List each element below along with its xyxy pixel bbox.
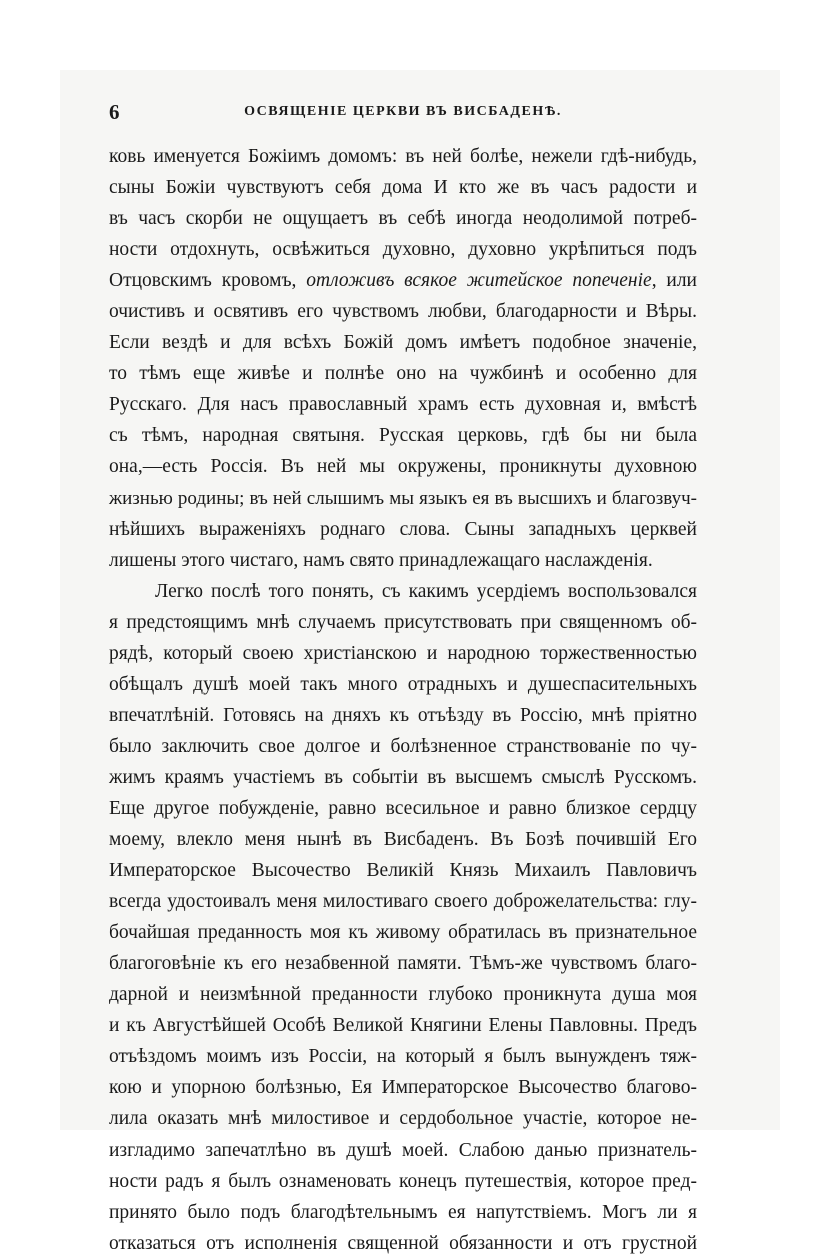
text-line: дарной и неизмѣнной преданности глубоко проникнута душа моя (109, 984, 697, 1006)
text-line: она,—есть Россія. Въ ней мы окружены, проникнуты духовною (109, 456, 697, 478)
text-line: и къ Августѣйшей Особѣ Великой Княгини Елены Павловны. Предъ (109, 1015, 697, 1037)
text-line: бочайшая преданность моя къ живому обратилась въ признательное (109, 922, 697, 944)
page-number: 6 (109, 100, 120, 124)
text-line: благоговѣніе къ его незабвенной памяти. Тѣмъ-же чувствомъ благо- (109, 953, 697, 975)
text-line: Императорское Высочество Великій Князь Михаилъ Павловичъ (109, 860, 697, 882)
text-line: съ тѣмъ, народная святыня. Русская церковь, гдѣ бы ни была (109, 425, 697, 447)
text-line: очистивъ и освятивъ его чувствомъ любви, благодарности и Вѣры. (109, 301, 697, 323)
italic-phrase: отложивъ всякое житейское попеченіе (306, 270, 652, 292)
text-line: кою и упорною болѣзнью, Ея Императорское Высочество благово- (109, 1077, 697, 1099)
text-segment: , или (651, 270, 697, 292)
text-line: ковь именуется Божіимъ домомъ: въ ней болѣе, нежели гдѣ-нибудь, (109, 146, 697, 167)
text-line: впечатлѣній. Готовясь на дняхъ къ отъѣзду въ Россію, мнѣ пріятно (109, 704, 697, 726)
text-line: отъѣздомъ моимъ изъ Россіи, на который я былъ вынужденъ тяж- (109, 1046, 697, 1068)
text-line: лишены этого чистаго, намъ свято принадлежащаго наслажденія. (109, 549, 653, 571)
text-line: обѣщалъ душѣ моей такъ много отрадныхъ и душеспасительныхъ (109, 673, 697, 695)
text-line: принято было подъ благодѣтельнымъ ея напутствіемъ. Могъ ли я (109, 1201, 697, 1223)
text-segment: Отцовскимъ кровомъ, (109, 270, 307, 292)
text-line: Еще другое побужденіе, равно всесильное и равно близкое сердцу (109, 797, 697, 819)
text-line: жизнью родины; въ ней слышимъ мы языкъ ея въ высшихъ и благозвуч- (109, 487, 697, 509)
text-line: Легко послѣ того понять, съ какимъ усердіемъ воспользовался (155, 580, 697, 602)
text-line: Русскаго. Для насъ православный храмъ есть духовная и, вмѣстѣ (109, 394, 697, 416)
running-title: ОСВЯЩЕНІЕ ЦЕРКВИ ВЪ ВИСБАДЕНѢ. (244, 104, 562, 119)
text-line: жимъ краямъ участіемъ въ событіи въ высшемъ смыслѣ Русскомъ. (109, 766, 697, 788)
text-line: нѣйшихъ выраженіяхъ роднаго слова. Сыны западныхъ церквей (109, 518, 697, 540)
text-line: лила оказать мнѣ милостивое и сердобольное участіе, которое не- (109, 1108, 697, 1130)
text-line: я предстоящимъ мнѣ случаемъ присутствовать при священномъ об- (109, 611, 697, 633)
text-line: ности отдохнуть, освѣжиться духовно, духовно укрѣпиться подъ (109, 239, 697, 261)
text-line: рядѣ, который своею христіанскою и народною торжественностью (109, 642, 697, 664)
text-line: отказаться отъ исполненія священной обязанности и отъ грустной (109, 1232, 697, 1254)
text-line: всегда удостоивалъ меня милостиваго своего доброжелательства: глу- (109, 891, 697, 913)
text-line: моему, влекло меня нынѣ въ Висбаденъ. Въ Бозѣ почившій Его (109, 829, 697, 851)
text-line: сыны Божіи чувствуютъ себя дома И кто же въ часъ радости и (109, 177, 697, 199)
text-line: ности радъ я былъ ознаменовать конецъ путешествія, которое пред- (109, 1170, 697, 1192)
text-line (109, 265, 697, 296)
body-text (109, 141, 697, 1259)
text-line: Если вездѣ и для всѣхъ Божій домъ имѣетъ подобное значеніе, (109, 332, 697, 354)
text-line: въ часъ скорби не ощущаетъ въ себѣ иногда неодолимой потреб- (109, 208, 697, 230)
text-line: изгладимо запечатлѣно въ душѣ моей. Слабою данью признатель- (109, 1139, 697, 1161)
page-header (109, 100, 697, 130)
text-line: было заключить свое долгое и болѣзненное странствованіе по чу- (109, 735, 697, 757)
text-line: то тѣмъ еще живѣе и полнѣе оно на чужбинѣ и особенно для (109, 363, 697, 385)
